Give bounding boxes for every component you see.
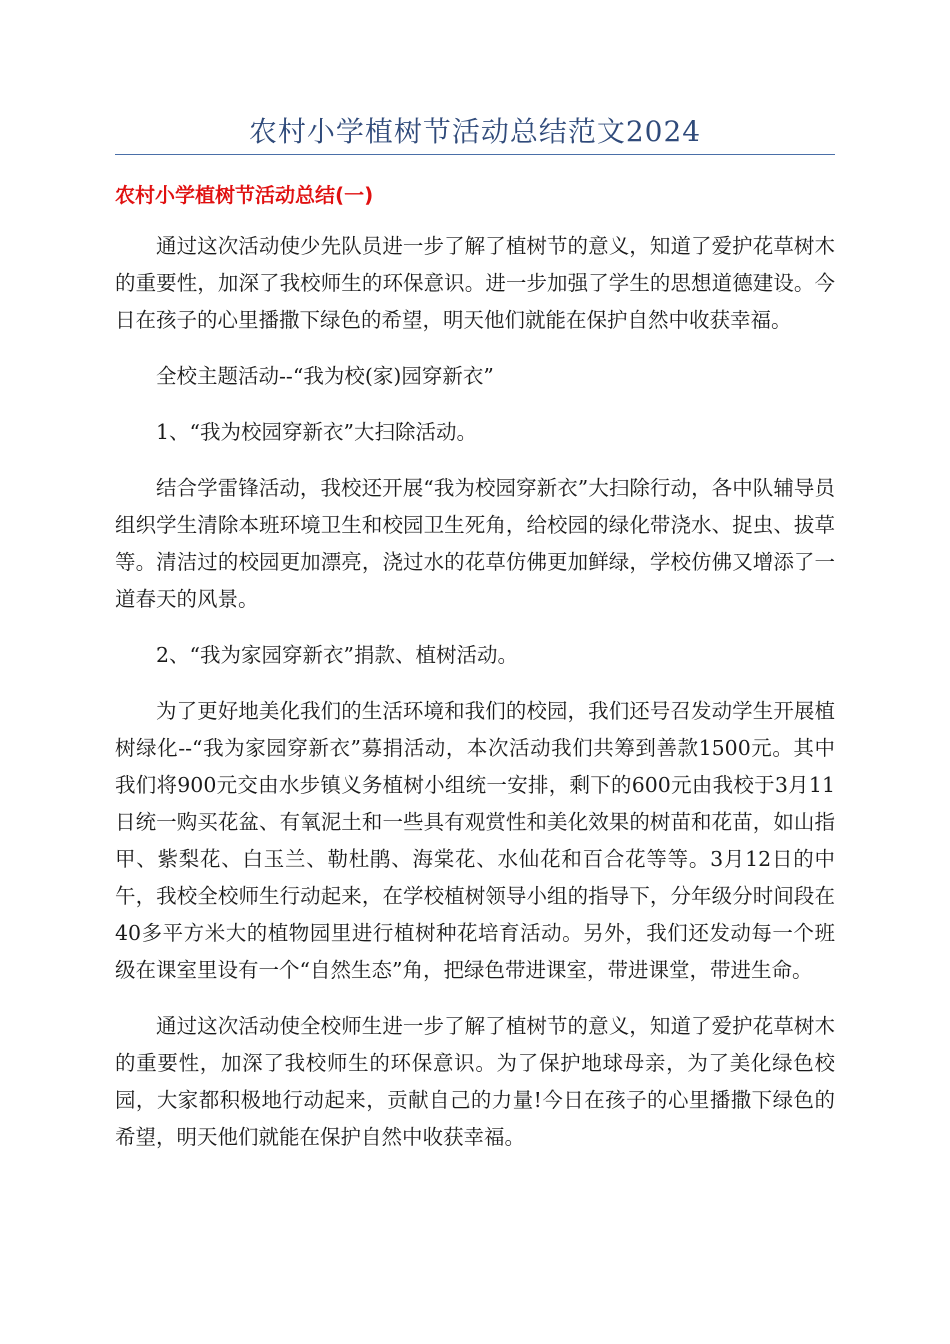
paragraph-2: 全校主题活动--“我为校(家)园穿新衣” xyxy=(156,364,494,388)
document-title: 农村小学植树节活动总结范文2024 xyxy=(248,115,702,148)
section-heading: 农村小学植树节活动总结(一) xyxy=(115,183,374,207)
paragraph-7: 通过这次活动使全校师生进一步了解了植树节的意义，知道了爱护花草树木的重要性，加深了我校师生的环保意识。为了保护地球母亲，为了美化绿色校园，大家都积极地行动起来，贡献自己的力量!今日在孩子的心里播撒下绿色的希望，明天他们就能在保护自然中收获幸福。 xyxy=(115,1014,835,1149)
paragraph-1: 通过这次活动使少先队员进一步了解了植树节的意义，知道了爱护花草树木的重要性，加深了我校师生的环保意识。进一步加强了学生的思想道德建设。今日在孩子的心里播撒下绿色的希望，明天他们就能在保护自然中收获幸福。 xyxy=(115,234,835,332)
paragraph-4: 结合学雷锋活动，我校还开展“我为校园穿新衣”大扫除行动，各中队辅导员组织学生清除本班环境卫生和校园卫生死角，给校园的绿化带浇水、捉虫、拔草等。清洁过的校园更加漂亮，浇过水的花草仿佛更加鲜绿，学校仿佛又增添了一道春天的风景。 xyxy=(115,476,835,611)
title-divider xyxy=(115,154,835,155)
paragraph-6: 为了更好地美化我们的生活环境和我们的校园，我们还号召发动学生开展植树绿化--“我为家园穿新衣”募捐活动，本次活动我们共筹到善款1500元。其中我们将900元交由水步镇义务植树小组统一安排，剩下的600元由我校于3月11日统一购买花盆、有氧泥土和一些具有观赏性和美化效果的树苗和花苗，如山指甲、紫梨花、白玉兰、勒杜鹃、海棠花、水仙花和百合花等等。3月12日的中午，我校全校师生行动起来，在学校植树领导小组的指导下，分年级分时间段在40多平方米大的植物园里进行植树种花培育活动。另外，我们还发动每一个班级在课室里设有一个“自然生态”角，把绿色带进课室，带进课堂，带进生命。 xyxy=(115,699,835,982)
document-body xyxy=(115,228,835,1175)
paragraph-5: 2、“我为家园穿新衣”捐款、植树活动。 xyxy=(156,643,519,667)
paragraph-3: 1、“我为校园穿新衣”大扫除活动。 xyxy=(156,420,478,444)
